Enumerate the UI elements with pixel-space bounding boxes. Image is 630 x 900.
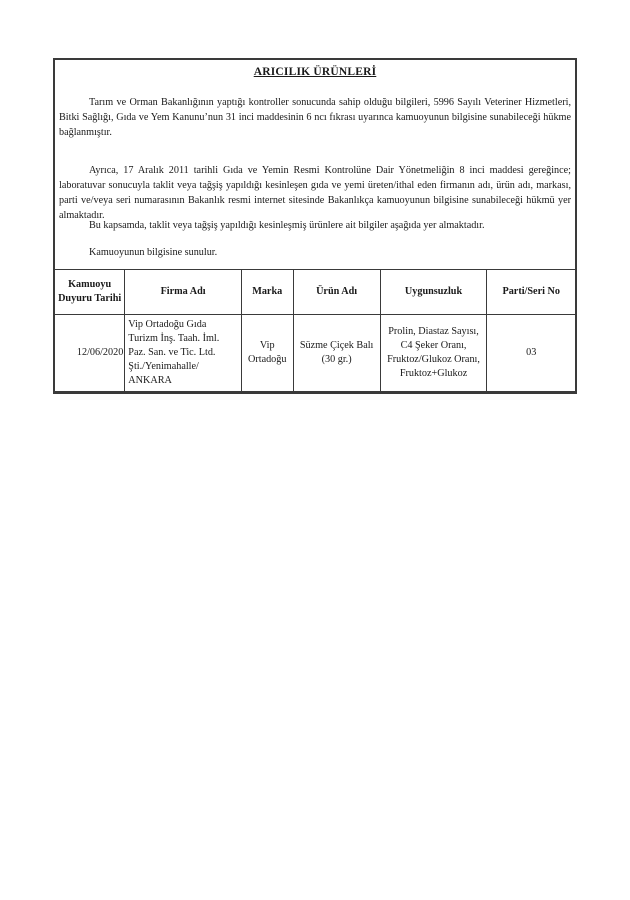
marka-line: Vip xyxy=(259,340,275,351)
paragraph-3-text: Bu kapsamda, taklit veya tağşiş yapıldığı kesinleşmiş ürünlere ait bilgiler aşağıda yer almaktadır. xyxy=(89,220,485,231)
cell-urun xyxy=(293,315,380,392)
document-title: ARICILIK ÜRÜNLERİ xyxy=(253,66,377,78)
firma-line: Şti./Yenimahalle/ xyxy=(128,361,199,372)
header-uygunsuzluk: Uygunsuzluk xyxy=(380,270,487,315)
document-frame xyxy=(53,58,577,394)
table-row xyxy=(55,315,576,392)
firma-line: ANKARA xyxy=(128,375,172,386)
marka-line: Ortadoğu xyxy=(247,354,287,365)
cell-firma xyxy=(125,315,242,392)
product-table xyxy=(54,269,576,392)
header-firma: Firma Adı xyxy=(125,270,242,315)
paragraph-2 xyxy=(59,163,571,223)
paragraph-1 xyxy=(59,95,571,140)
header-date-line2: Duyuru Tarihi xyxy=(58,293,122,304)
header-date xyxy=(55,270,125,315)
urun-line: Süzme Çiçek Balı xyxy=(299,340,374,351)
paragraph-3 xyxy=(59,218,571,233)
uygunsuzluk-line: C4 Şeker Oranı, xyxy=(400,340,467,351)
firma-line: Turizm İnş. Taah. İml. xyxy=(128,333,220,344)
uygunsuzluk-line: Prolin, Diastaz Sayısı, xyxy=(388,326,479,337)
paragraph-4 xyxy=(59,245,571,260)
header-urun: Ürün Adı xyxy=(293,270,380,315)
paragraph-4-text: Kamuoyunun bilgisine sunulur. xyxy=(89,247,218,258)
paragraph-1-text: Tarım ve Orman Bakanlığının yaptığı kontroller sonucunda sahip olduğu bilgileri, 5996 Sayılı Veteriner Hizmetleri, Bitki Sağlığı, Gıda ve Yem Kanunu’nun 31 inci maddesinin 6 ncı fıkrası uyarınca kamuoyunun bilgisine sunabileceği hükme bağlanmıştır. xyxy=(59,97,571,138)
header-date-line1: Kamuoyu xyxy=(68,279,112,290)
table-header-row xyxy=(55,270,576,315)
cell-parti: 03 xyxy=(487,315,576,392)
cell-marka xyxy=(241,315,293,392)
uygunsuzluk-line: Fruktoz+Glukoz xyxy=(399,368,468,379)
firma-line: Paz. San. ve Tic. Ltd. xyxy=(128,347,216,358)
cell-date: 12/06/2020 xyxy=(55,315,125,392)
paragraph-2-text: Ayrıca, 17 Aralık 2011 tarihli Gıda ve Yemin Resmi Kontrolüne Dair Yönetmeliğin 8 inci maddesi gereğince; laboratuvar sonucuyla taklit veya tağşiş yapıldığı kesinleşen gıda ve yemi üreten/ithal eden firmanın adı, ürün adı, markası, parti ve/veya seri numarasının Bakanlık resmi internet sitesinde Bakanlıkça kamuoyunun bilgisine sunabileceği hükmü yer almaktadır. xyxy=(59,165,571,221)
cell-uygunsuzluk xyxy=(380,315,487,392)
firma-line: Vip Ortadoğu Gıda xyxy=(128,319,207,330)
header-marka: Marka xyxy=(241,270,293,315)
urun-line: (30 gr.) xyxy=(321,354,352,365)
header-parti: Parti/Seri No xyxy=(487,270,576,315)
uygunsuzluk-line: Fruktoz/Glukoz Oranı, xyxy=(387,354,480,365)
